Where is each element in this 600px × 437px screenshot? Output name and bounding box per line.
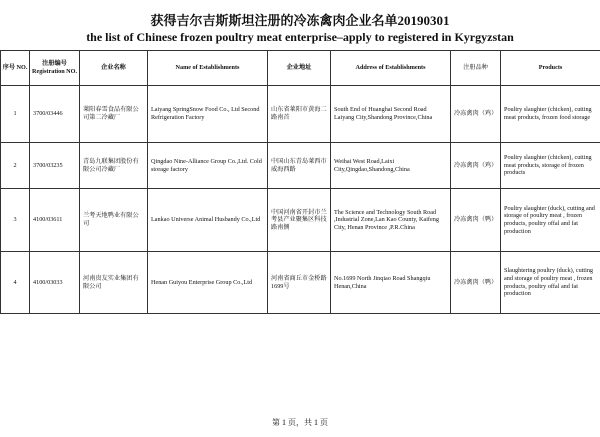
- header-products: Products: [501, 51, 600, 86]
- table-row: [1, 86, 600, 143]
- header-address-en: Address of Establishments: [331, 51, 451, 86]
- row-address-cn: 中国山东青岛莱西市威海西路: [268, 143, 331, 189]
- row-name-en: Qingdao Nine-Alliance Group Co.,Ltd. Cold storage factory: [148, 143, 268, 189]
- header-variety: 注册品种: [451, 51, 501, 86]
- page-title-en: the list of Chinese frozen poultry meat enterprise–apply to registered in Kyrgyzstan: [86, 30, 514, 44]
- page-title-cn: 获得吉尔吉斯斯坦注册的冷冻禽肉企业名单20190301: [150, 13, 450, 28]
- row-variety: 冷冻禽肉（鸭）: [451, 252, 501, 314]
- row-registration-no: 3700/03446: [30, 86, 80, 143]
- row-address-cn: 中国河南省开封市兰考县产业聚集区科技路南侧: [268, 189, 331, 252]
- row-name-cn: 莱阳春雪食品有限公司第二冷藏厂: [80, 86, 148, 143]
- row-name-en: Laiyang SpringSnow Food Co., Ltd Second Refrigeration Factory: [148, 86, 268, 143]
- row-variety: 冷冻禽肉（鸡）: [451, 86, 501, 143]
- row-address-cn: 山东省莱阳市黄海二路南首: [268, 86, 331, 143]
- table-row: [1, 143, 600, 189]
- enterprise-table: [0, 50, 600, 314]
- header-no: 序号 NO.: [1, 51, 30, 86]
- row-variety: 冷冻禽肉（鸡）: [451, 143, 501, 189]
- row-no: 3: [1, 189, 30, 252]
- row-address-en: The Science and Technology South Road ,Industrial Zone,Lan Kao County, Kaifeng City, Henan Province ,P.R.China: [331, 189, 451, 252]
- row-name-en: Lankao Universe Animal Husbandy Co.,Ltd: [148, 189, 268, 252]
- header-name-en: Name of Establishments: [148, 51, 268, 86]
- row-no: 1: [1, 86, 30, 143]
- row-address-en: South End of Huanghai Second Road Laiyang City,Shandong Province,China: [331, 86, 451, 143]
- table-row: [1, 252, 600, 314]
- row-address-en: No.1699 North Jinqiao Road Shangqiu Henan,China: [331, 252, 451, 314]
- table-row: [1, 189, 600, 252]
- row-registration-no: 3700/03235: [30, 143, 80, 189]
- row-variety: 冷冻禽肉（鸭）: [451, 189, 501, 252]
- row-name-cn: 河南贵友实业集团有限公司: [80, 252, 148, 314]
- row-address-cn: 河南省商丘市金桥路1699号: [268, 252, 331, 314]
- row-name-en: Henan Guiyou Enterprise Group Co.,Ltd: [148, 252, 268, 314]
- row-no: 2: [1, 143, 30, 189]
- row-registration-no: 4100/03611: [30, 189, 80, 252]
- row-products: Slaughtering poultry (duck), cutting and storage of poultry meat , frozen products, poultry offal and fat production: [501, 252, 600, 314]
- row-products: Poultry slaughter (duck), cutting and storage of poultry meat , frozen products, poultry offal and fat production: [501, 189, 600, 252]
- page-footer: 第 1 页，共 1 页: [272, 418, 328, 427]
- row-products: Poultry slaughter (chicken), cutting meat products, frozen food storage: [501, 86, 600, 143]
- header-name-cn: 企业名称: [80, 51, 148, 86]
- row-registration-no: 4100/03033: [30, 252, 80, 314]
- header-registration-no: 注册编号 Registration NO.: [30, 51, 80, 86]
- row-no: 4: [1, 252, 30, 314]
- row-products: Poultry slaughter (chicken), cutting meat products, storage of frozen products: [501, 143, 600, 189]
- row-address-en: Weihai West Road,Laixi City,Qingdao,Shandong,China: [331, 143, 451, 189]
- header-address-cn: 企业地址: [268, 51, 331, 86]
- row-name-cn: 青岛九联集团股份有限公司冷藏厂: [80, 143, 148, 189]
- row-name-cn: 兰考天地鸭业有限公司: [80, 189, 148, 252]
- table-header-row: [1, 51, 600, 86]
